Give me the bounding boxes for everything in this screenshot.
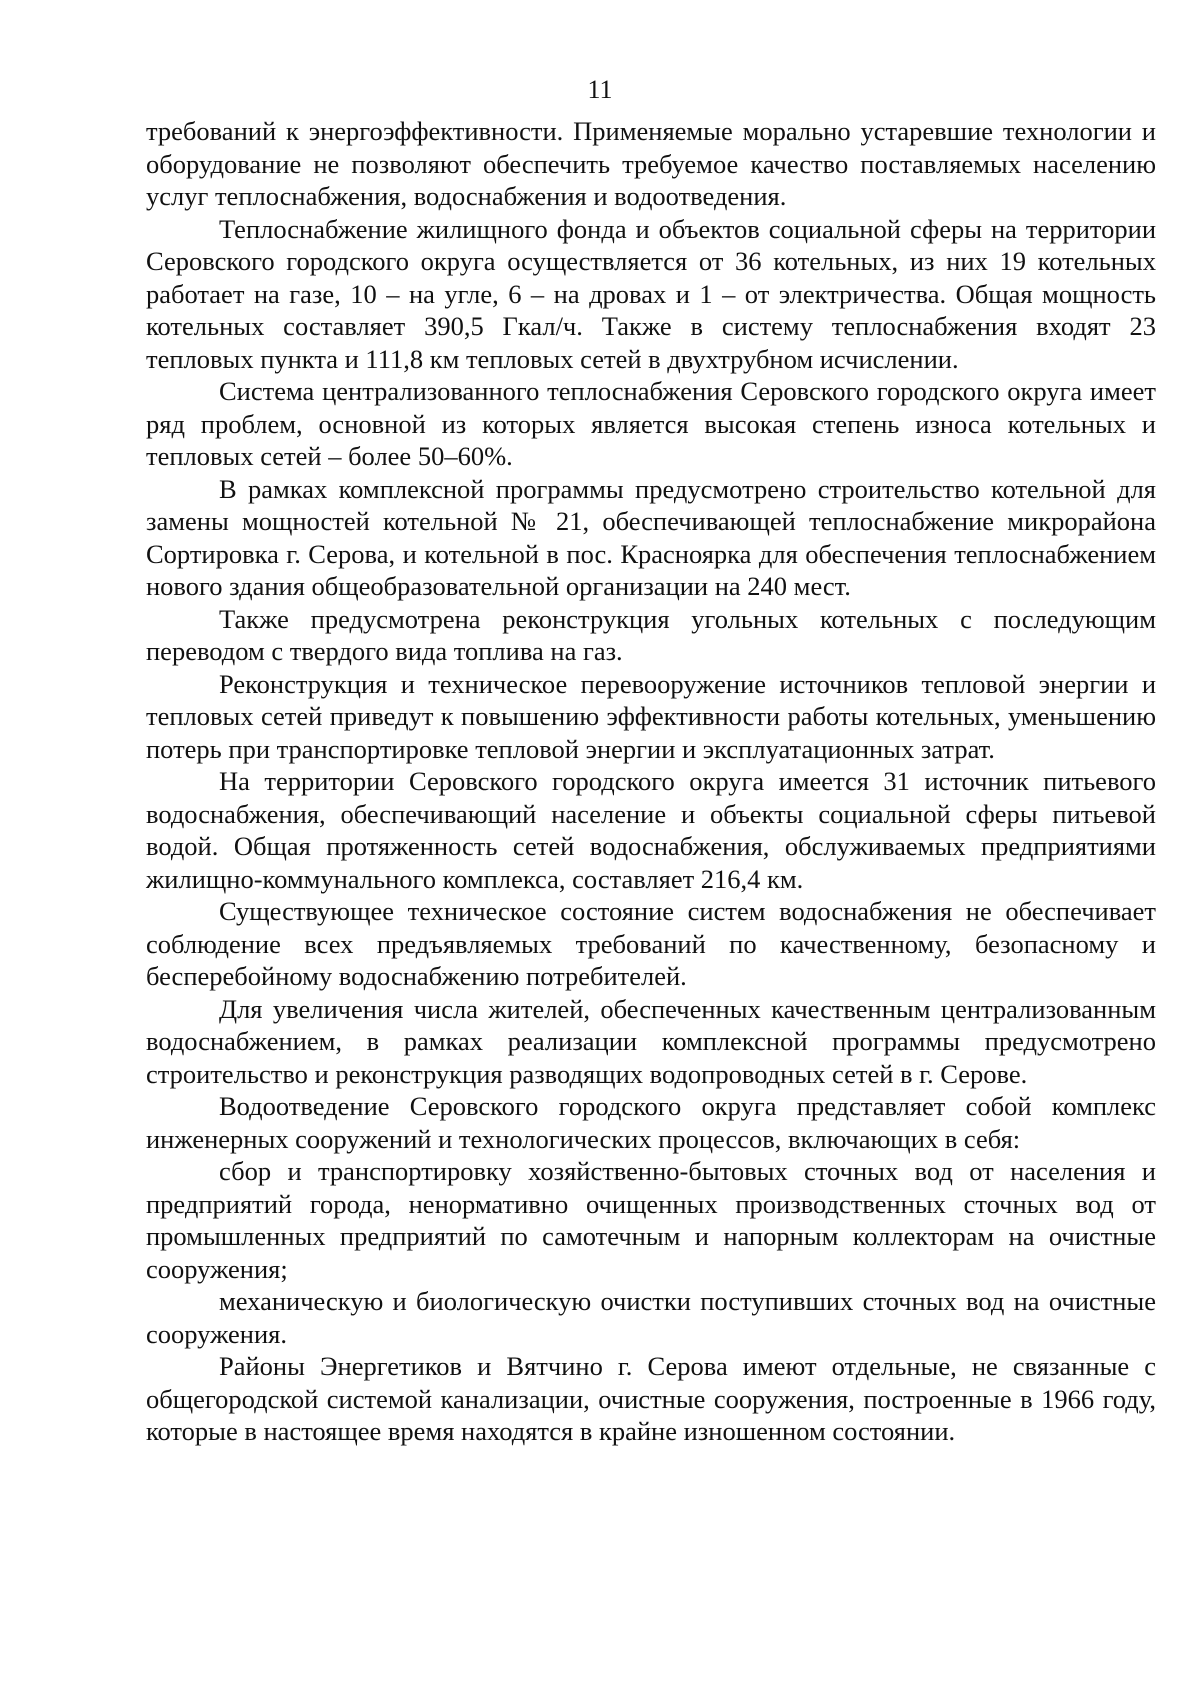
paragraph-water-system-state: Существующее техническое состояние систем водоснабжения не обеспечивает соблюдение всех предъявляемых требований по качественному, безопасному и бесперебойному водоснабжению потребителей. bbox=[146, 896, 1156, 991]
paragraph-district-treatment-plants: Районы Энергетиков и Вятчино г. Серова имеют отдельные, не связанные с общегородской системой канализации, очистные сооружения, построенные в 1966 году, которые в настоящее время находятся в крайне изношенном состоянии. bbox=[146, 1351, 1156, 1446]
paragraph-boiler-construction: В рамках комплексной программы предусмотрено строительство котельной для замены мощностей котельной № 21, обеспечивающей теплоснабжение микрорайона Сортировка г. Серова, и котельной в пос. Красноярка для обеспечения теплоснабжением нового здания общеобразовательной организации на 240 мест. bbox=[146, 473, 1156, 601]
paragraph-heat-supply-boilers: Теплоснабжение жилищного фонда и объектов социальной сферы на территории Серовского городского округа осуществляется от 36 котельных, из них 19 котельных работает на газе, 10 – на угле, 6 – на дровах и 1 – от электричества. Общая мощность котельных составляет 390,5 Гкал/ч. Также в систему теплоснабжения входят 23 тепловых пункта и 111,8 км тепловых сетей в двухтрубном исчислении. bbox=[146, 213, 1156, 374]
paragraph-coal-boiler-reconstruction: Также предусмотрена реконструкция угольных котельных с последующим переводом с твердого вида топлива на газ. bbox=[146, 603, 1156, 666]
page-number: 11 bbox=[587, 75, 613, 104]
document-body bbox=[146, 115, 1156, 1448]
paragraph-heat-system-problems: Система централизованного теплоснабжения Серовского городского округа имеет ряд проблем, основной из которых является высокая степень износа котельных и тепловых сетей – более 50–60%. bbox=[146, 376, 1156, 471]
paragraph-sewerage-treatment: механическую и биологическую очистки поступивших сточных вод на очистные сооружения. bbox=[146, 1286, 1156, 1349]
paragraph-water-sources: На территории Серовского городского округа имеется 31 источник питьевого водоснабжения, обеспечивающий население и объекты социальной сферы питьевой водой. Общая протяженность сетей водоснабжения, обслуживаемых предприятиями жилищно-коммунального комплекса, составляет 216,4 км. bbox=[146, 766, 1156, 894]
paragraph-sewerage-intro: Водоотведение Серовского городского округа представляет собой комплекс инженерных сооружений и технологических процессов, включающих в себя: bbox=[146, 1091, 1156, 1154]
paragraph-reequipment-effects: Реконструкция и техническое перевооружение источников тепловой энергии и тепловых сетей приведут к повышению эффективности работы котельных, уменьшению потерь при транспортировке тепловой энергии и эксплуатационных затрат. bbox=[146, 668, 1156, 764]
paragraph-water-network-construction: Для увеличения числа жителей, обеспеченных качественным централизованным водоснабжением, в рамках реализации комплексной программы предусмотрено строительство и реконструкция разводящих водопроводных сетей в г. Серове. bbox=[146, 993, 1156, 1089]
paragraph-sewerage-collection: сбор и транспортировку хозяйственно-бытовых сточных вод от населения и предприятий города, ненормативно очищенных производственных сточных вод от промышленных предприятий по самотечным и напорным коллекторам на очистные сооружения; bbox=[146, 1156, 1156, 1284]
paragraph-continuation: требований к энергоэффективности. Применяемые морально устаревшие технологии и оборудование не позволяют обеспечить требуемое качество поставляемых населению услуг теплоснабжения, водоснабжения и водоотведения. bbox=[146, 116, 1156, 211]
